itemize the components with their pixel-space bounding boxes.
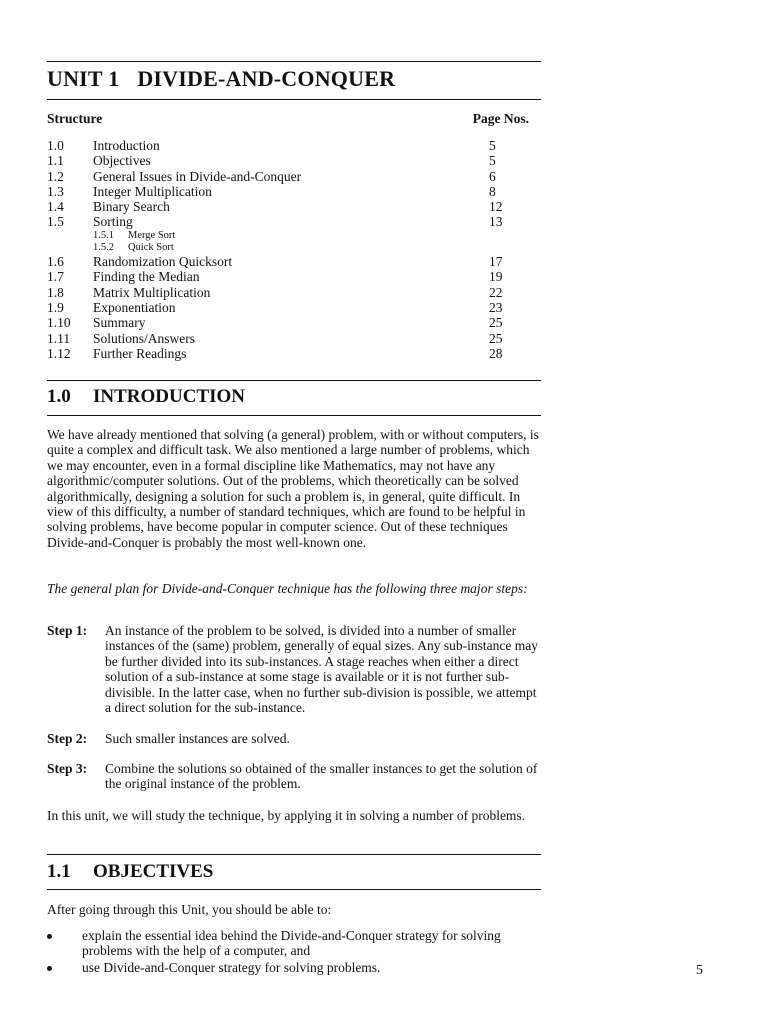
toc-row [47, 169, 541, 184]
step-1 [47, 623, 541, 715]
toc-page: 23 [489, 300, 503, 316]
toc-number: 1.12 [47, 345, 71, 361]
toc-number: 1.6 [47, 254, 64, 270]
toc-number: 1.5 [47, 214, 64, 230]
toc-page: 13 [489, 214, 503, 230]
step-text: Such smaller instances are solved. [105, 731, 290, 746]
closing-paragraph: In this unit, we will study the technique, by applying it in solving a number of problems. [47, 808, 526, 823]
toc-title: Integer Multiplication [93, 183, 212, 199]
toc-title: Matrix Multiplication [93, 284, 211, 300]
intro-paragraph: We have already mentioned that solving (a general) problem, with or without computers, is quite a complex and difficult task. We also mentioned a large number of problems, which we may encounter, even in a formal discipline like Mathematics, may not have any algorithmic/computer solutions. Out of the problems, which theoretically can be solved algorithmically, designing a solution for such a problem is, in general, quite difficult. In view of this difficulty, a number of standard techniques, which are found to be helpful in solving problems, have become popular in computer science. Out of these techniques Divide-and-Conquer is probably the most well-known one. [47, 427, 539, 550]
toc-sub-title: Quick Sort [128, 241, 174, 253]
step-label: Step 1: [47, 623, 88, 638]
table-of-contents [47, 138, 541, 361]
toc-row [47, 269, 541, 284]
top-rule [47, 61, 541, 62]
structure-heading: Structure [47, 111, 103, 126]
toc-page: 28 [489, 345, 503, 361]
toc-row [47, 285, 541, 300]
toc-sub-title: Merge Sort [128, 229, 176, 241]
toc-row [47, 138, 541, 153]
bullet-icon [47, 966, 52, 971]
toc-subrow [47, 242, 541, 254]
toc-number: 1.10 [47, 315, 71, 331]
step-text: An instance of the problem to be solved, is divided into a number of smaller instances of the (same) problem, generally of equal sizes. Any sub-instance may be further divided into its sub-instances. A stage reaches when either a direct solution of a sub-instance at some stage is available or it is not further sub-divisible. In the latter case, when no further sub-division is possible, we attempt a direct solution for the sub-instance. [105, 623, 538, 716]
toc-page: 12 [489, 199, 503, 215]
toc-title: Randomization Quicksort [93, 254, 233, 270]
toc-number: 1.1 [47, 153, 64, 169]
section-title: INTRODUCTION [93, 386, 246, 407]
objective-text: explain the essential idea behind the Divide-and-Conquer strategy for solving problems with the help of a computer, and [82, 928, 501, 959]
toc-number: 1.4 [47, 199, 64, 215]
toc-title: Objectives [93, 153, 151, 169]
toc-number: 1.11 [47, 330, 71, 346]
toc-row [47, 199, 541, 214]
toc-title: Further Readings [93, 345, 187, 361]
list-item [47, 960, 541, 975]
structure-header [47, 111, 541, 127]
toc-sub-number: 1.5.2 [93, 241, 114, 253]
toc-row [47, 254, 541, 269]
objectives-top-rule [47, 854, 541, 855]
toc-page: 5 [489, 153, 496, 169]
toc-title: General Issues in Divide-and-Conquer [93, 168, 302, 184]
bullet-icon [47, 934, 52, 939]
toc-subrow [47, 230, 541, 242]
toc-title: Exponentiation [93, 300, 176, 316]
toc-page: 22 [489, 284, 503, 300]
toc-title: Binary Search [93, 199, 170, 215]
objectives-bottom-rule [47, 889, 541, 890]
toc-page: 6 [489, 168, 496, 184]
section-number: 1.0 [47, 386, 71, 407]
page-nos-heading: Page Nos. [472, 111, 529, 126]
toc-row [47, 346, 541, 361]
toc-page: 17 [489, 254, 503, 270]
toc-number: 1.7 [47, 269, 64, 285]
toc-title: Finding the Median [93, 269, 200, 285]
toc-row [47, 300, 541, 315]
intro-top-rule [47, 380, 541, 381]
toc-title: Sorting [93, 214, 133, 230]
toc-number: 1.3 [47, 183, 64, 199]
toc-row [47, 214, 541, 229]
toc-row [47, 153, 541, 168]
step-text: Combine the solutions so obtained of the smaller instances to get the solution of the original instance of the problem. [105, 761, 538, 792]
section-title: OBJECTIVES [93, 861, 214, 882]
toc-row [47, 331, 541, 346]
step-3 [47, 761, 541, 792]
step-2 [47, 731, 541, 746]
section-number: 1.1 [47, 861, 71, 882]
toc-number: 1.2 [47, 168, 64, 184]
toc-number: 1.0 [47, 138, 64, 153]
objective-text: use Divide-and-Conquer strategy for solving problems. [82, 959, 381, 975]
toc-row [47, 315, 541, 330]
toc-row [47, 184, 541, 199]
toc-page: 19 [489, 269, 503, 285]
unit-name: DIVIDE-AND-CONQUER [137, 66, 396, 91]
toc-sub-number: 1.5.1 [93, 229, 114, 241]
toc-title: Summary [93, 315, 146, 331]
toc-page: 8 [489, 183, 496, 199]
intro-bottom-rule [47, 415, 541, 416]
section-heading-introduction [47, 386, 245, 408]
unit-number: UNIT 1 [47, 66, 120, 91]
page-number: 5 [696, 963, 703, 978]
plan-paragraph: The general plan for Divide-and-Conquer technique has the following three major steps: [47, 581, 528, 596]
toc-page: 25 [489, 330, 503, 346]
section-heading-objectives [47, 861, 213, 883]
unit-title [47, 66, 395, 92]
objectives-lead: After going through this Unit, you should be able to: [47, 902, 332, 917]
toc-number: 1.9 [47, 300, 64, 316]
step-label: Step 3: [47, 761, 88, 776]
toc-title: Introduction [93, 138, 160, 153]
objectives-list [47, 928, 541, 976]
toc-number: 1.8 [47, 284, 64, 300]
list-item [47, 928, 541, 959]
unit-title-underline [47, 99, 541, 100]
toc-page: 5 [489, 138, 496, 153]
toc-title: Solutions/Answers [93, 330, 196, 346]
step-label: Step 2: [47, 731, 88, 746]
toc-page: 25 [489, 315, 503, 331]
